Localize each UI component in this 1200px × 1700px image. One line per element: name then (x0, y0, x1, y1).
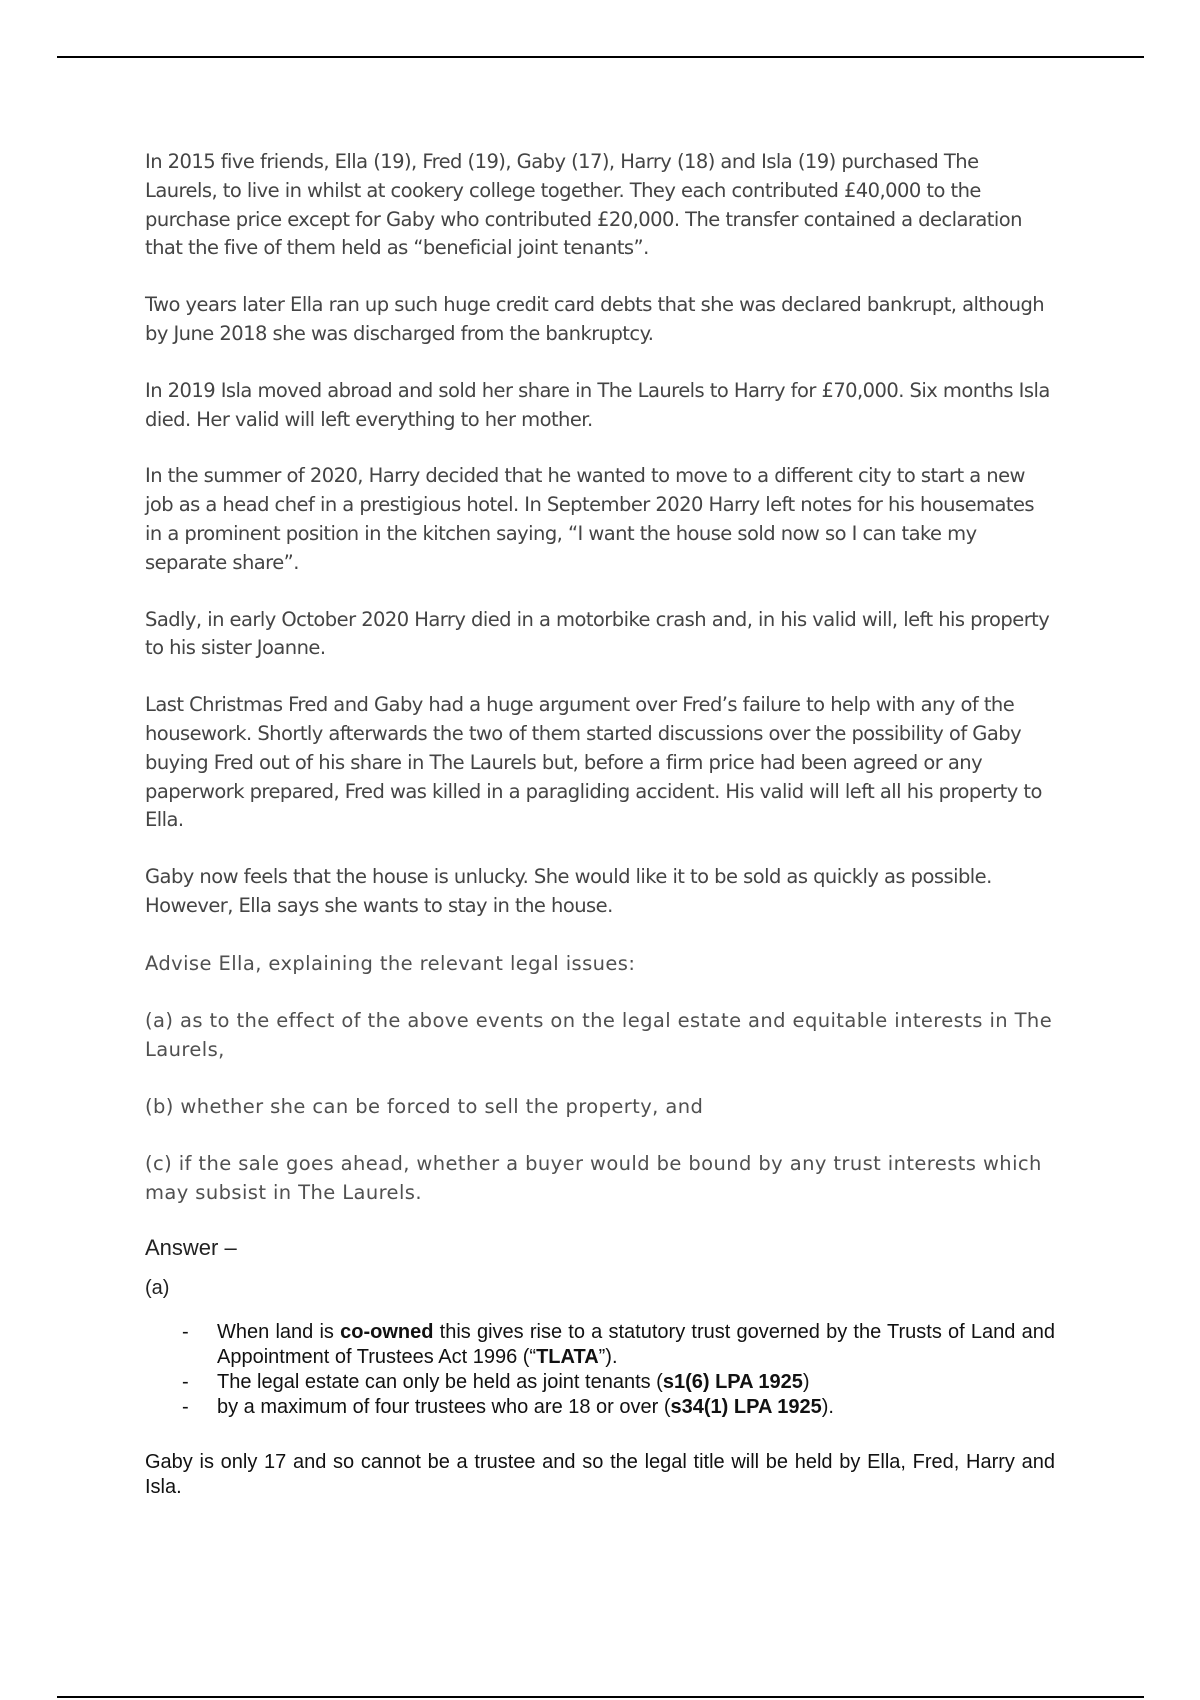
bullet-text: ). (821, 1395, 834, 1418)
answer-heading: Answer – (145, 1234, 237, 1260)
question-part-a: (a) as to the effect of the above events on the legal estate and equitable interests in The Laurels, (145, 1008, 1053, 1061)
answer-bullet-list (145, 1320, 1055, 1420)
document-body (145, 148, 1055, 1500)
bullet-marker: - (182, 1395, 189, 1418)
bullet-text: ) (802, 1370, 810, 1393)
bullet-bold: s1(6) LPA 1925 (662, 1370, 803, 1393)
answer-conclusion: Gaby is only 17 and so cannot be a trustee and so the legal title will be held by Ella, Fred, Harry and Isla. (145, 1450, 1055, 1498)
bullet-marker: - (182, 1320, 189, 1343)
bullet-text: by a maximum of four trustees who are 18 or over ( (217, 1395, 671, 1418)
question-part-b: (b) whether she can be forced to sell the property, and (145, 1094, 704, 1118)
question-paragraph: Two years later Ella ran up such huge credit card debts that she was declared bankrupt, although by June 2018 she was discharged from the bankruptcy. (145, 293, 1045, 345)
list-item (145, 1395, 1055, 1420)
footer-rule (57, 1696, 1144, 1698)
question-paragraph: Sadly, in early October 2020 Harry died in a motorbike crash and, in his valid will, left his property to his sister Joanne. (145, 607, 1050, 660)
question-paragraph: Gaby now feels that the house is unlucky. She would like it to be sold as quickly as possible. However, Ella says she wants to stay in the house. (145, 865, 992, 917)
list-item (145, 1320, 1055, 1370)
question-paragraph: In 2015 five friends, Ella (19), Fred (19), Gaby (17), Harry (18) and Isla (19) purchased The Laurels, to live in whilst at cookery college together. They each contributed £40,000 to the purchase price except for Gaby who contributed £20,000. The transfer contained a declaration that the five of them held as “beneficial joint tenants”. (145, 150, 1022, 260)
bullet-bold: co-owned (340, 1320, 434, 1343)
bullet-bold: s34(1) LPA 1925 (670, 1395, 822, 1418)
question-paragraph: Last Christmas Fred and Gaby had a huge argument over Fred’s failure to help with any of the housework. Shortly afterwards the two of them started discussions over the possibility of Gaby buying Fred out of his share in The Laurels but, before a firm price had been agreed or any paperwork prepared, Fred was killed in a paragliding accident. His valid will left all his property to Ella. (145, 693, 1042, 832)
list-item (145, 1370, 1055, 1395)
answer-part-label: (a) (145, 1276, 170, 1299)
question-paragraph: In 2019 Isla moved abroad and sold her share in The Laurels to Harry for £70,000. Six months Isla died. Her valid will left everything to her mother. (145, 378, 1050, 431)
bullet-text: When land is (217, 1320, 341, 1343)
bullet-marker: - (182, 1370, 189, 1393)
question-paragraph: In the summer of 2020, Harry decided that he wanted to move to a different city to start a new job as a head chef in a prestigious hotel. In September 2020 Harry left notes for his housemates in a prominent position in the kitchen saying, “I want the house sold now so I can take my separate share”. (145, 464, 1035, 574)
header-rule (57, 56, 1144, 58)
question-part-c: (c) if the sale goes ahead, whether a buyer would be bound by any trust interests which may subsist in The Laurels. (145, 1151, 1042, 1204)
bullet-text: ”). (598, 1345, 618, 1368)
bullet-text: this gives rise to a statutory trust governed by the Trusts of Land and Appointment of Trustees Act 1996 (“ (217, 1320, 1055, 1368)
bullet-bold: TLATA (536, 1345, 599, 1368)
question-instruction: Advise Ella, explaining the relevant legal issues: (145, 951, 636, 975)
bullet-text: The legal estate can only be held as joint tenants ( (217, 1370, 663, 1393)
